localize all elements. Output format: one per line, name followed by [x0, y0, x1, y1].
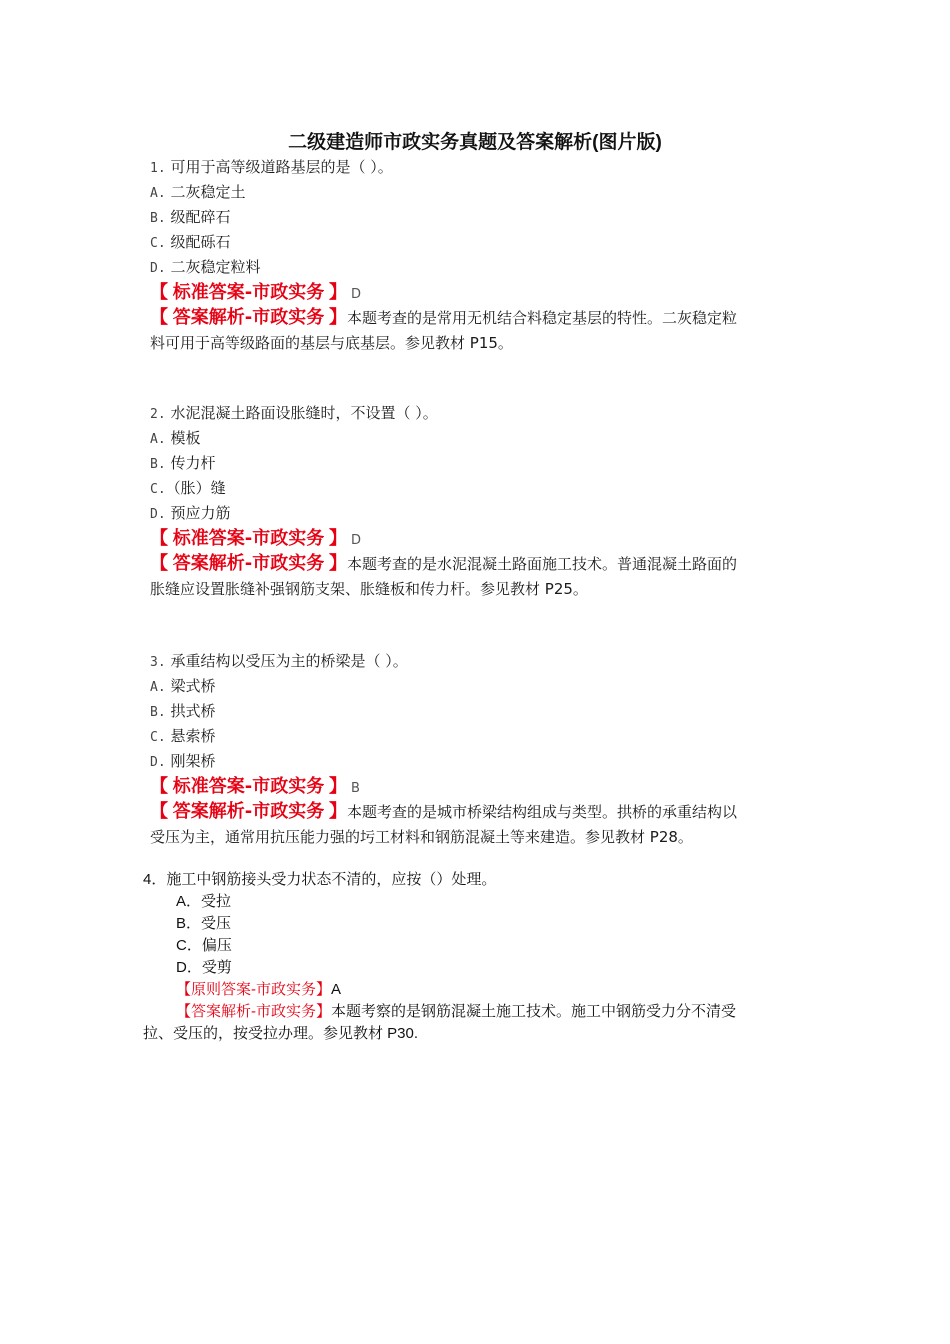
option-a: A. 梁式桥 [150, 677, 216, 695]
option-c: C．偏压 [176, 937, 232, 954]
option-d: D. 预应力筋 [150, 504, 231, 522]
standard-answer: 【 标准答案-市政实务 】 D [150, 528, 362, 549]
answer-explanation: 【 答案解析-市政实务 】本题考查的是城市桥梁结构组成与类型。拱桥的承重结构以 受压为主，通常用抗压能力强的圬工材料和钢筋混凝土等来建造。参见教材 P28。 [150, 801, 738, 846]
principle-answer: 【原则答案-市政实务】A [176, 981, 342, 998]
question-stem: 4．施工中钢筋接头受力状态不清的，应按（）处理。 [143, 871, 497, 888]
standard-answer: 【 标准答案-市政实务 】 D [150, 282, 362, 303]
question-1 [150, 155, 810, 356]
page-title: 二级建造师市政实务真题及答案解析(图片版) [288, 132, 662, 153]
option-d: D．受剪 [176, 959, 232, 976]
question-3 [150, 649, 810, 850]
answer-explanation: 【 答案解析-市政实务 】本题考查的是常用无机结合料稳定基层的特性。二灰稳定粒 料可用于高等级路面的基层与底基层。参见教材 P15。 [150, 307, 738, 352]
option-b: B. 传力杆 [150, 454, 216, 472]
option-a: A. 二灰稳定土 [150, 183, 246, 201]
option-d: D. 二灰稳定粒料 [150, 258, 261, 276]
option-b: B. 拱式桥 [150, 702, 216, 720]
option-b: B．受压 [176, 915, 232, 932]
option-c: C. 级配砾石 [150, 233, 231, 251]
option-c: C. 悬索桥 [150, 727, 216, 745]
question-4 [143, 869, 808, 1045]
question-2 [150, 401, 810, 602]
question-stem: 1. 可用于高等级道路基层的是（ ）。 [150, 158, 393, 176]
question-stem: 3. 承重结构以受压为主的桥梁是（ ）。 [150, 652, 408, 670]
answer-explanation: 【答案解析-市政实务】本题考察的是钢筋混凝土施工技术。施工中钢筋受力分不清受 拉、受压的，按受拉办理。参见教材 P30. [143, 1003, 737, 1042]
answer-explanation: 【 答案解析-市政实务 】本题考查的是水泥混凝土路面施工技术。普通混凝土路面的 胀缝应设置胀缝补强钢筋支架、胀缝板和传力杆。参见教材 P25。 [150, 553, 738, 598]
option-c: C.（胀）缝 [150, 479, 226, 497]
option-a: A．受拉 [176, 893, 232, 910]
option-d: D. 刚架桥 [150, 752, 216, 770]
option-b: B. 级配碎石 [150, 208, 231, 226]
question-stem: 2. 水泥混凝土路面设胀缝时，不设置（ ）。 [150, 404, 438, 422]
standard-answer: 【 标准答案-市政实务 】 B [150, 776, 360, 797]
option-a: A. 模板 [150, 429, 201, 447]
